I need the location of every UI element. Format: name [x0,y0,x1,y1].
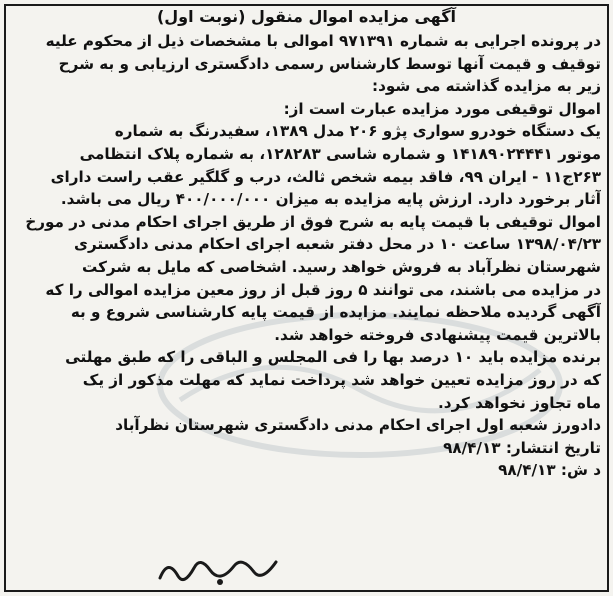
handwritten-mark [150,548,300,590]
body-line: شهرستان نظرآباد به فروش خواهد رسید. اشخاصی که مایل به شرکت [82,257,601,276]
ds-date: د ش: ۹۸/۴/۱۳ [498,461,601,480]
body-line: ماه تجاوز نخواهد کرد. [438,393,601,412]
body-line: آگهی گردیده ملاحظه نمایند. مزایده از قیمت پایه کارشناسی شروع و به [70,303,601,322]
notice-body [12,30,601,437]
body-line: اموال توقیفی مورد مزایده عبارت است از: [283,99,601,118]
body-line: ۲۶۳ج۱۱ - ایران ۹۹، فاقد بیمه شخص ثالث، درب و گلگیر عقب راست دارای [50,167,601,186]
body-line: توقیف و قیمت آنها توسط کارشناس رسمی دادگستری ارزیابی و به شرح [58,54,601,73]
body-line: برنده مزایده باید ۱۰ درصد بها را فی المجلس و الباقی را که طبق مهلتی [65,348,601,367]
body-line: آثار برخورد دارد. ارزش پایه مزایده به میزان ۴۰۰/۰۰۰/۰۰۰ ریال می باشد. [60,190,601,209]
body-line: یک دستگاه خودرو سواری پژو ۲۰۶ مدل ۱۳۸۹، سفیدرنگ به شماره [114,122,601,141]
body-line: موتور ۱۴۱۸۹۰۲۴۴۴۱ و شماره شاسی ۱۲۸۲۸۳، به شماره پلاک انتظامی [79,144,601,163]
body-line: زیر به مزایده گذاشته می شود: [372,77,601,96]
body-line: در مزایده می باشند، می توانند ۵ روز قبل از روز معین مزایده اموالی را که [45,280,601,299]
notice-content [12,6,601,482]
signatory-line: دادورز شعبه اول اجرای احکام مدنی دادگستری شهرستان نظرآباد [115,416,601,435]
body-line: بالاترین قیمت پیشنهادی فروخته خواهد شد. [274,325,601,344]
body-line: ۱۳۹۸/۰۴/۲۳ ساعت ۱۰ در محل دفتر شعبه اجرای احکام مدنی دادگستری [74,235,601,254]
body-line: در پرونده اجرایی به شماره ۹۷۱۳۹۱ اموالی با مشخصات ذیل از محکوم علیه [45,32,601,50]
body-line: اموال توقیفی با قیمت پایه به شرح فوق از طریق اجرای احکام مدنی در مورخ [25,212,601,231]
notice-title: آگهی مزایده اموال منقول (نوبت اول) [156,7,456,26]
publish-date: تاریخ انتشار: ۹۸/۴/۱۳ [443,438,601,457]
body-line: که در روز مزایده تعیین خواهد شد پرداخت نماید که مهلت مذکور از یک [82,370,601,389]
